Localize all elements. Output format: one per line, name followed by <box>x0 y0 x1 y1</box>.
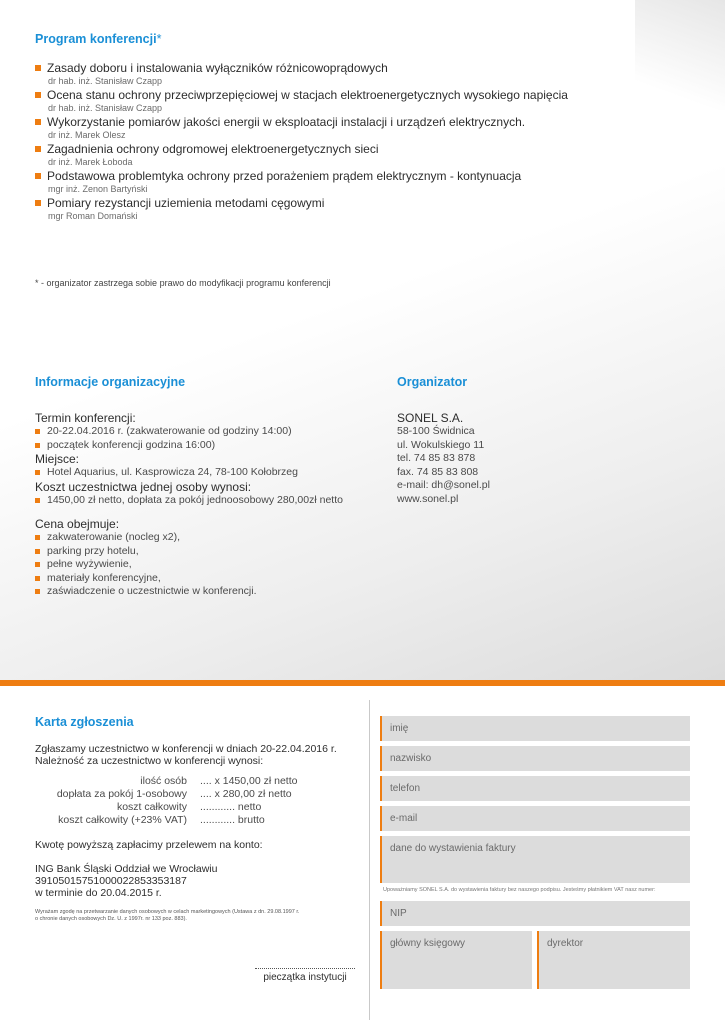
consent-text-2: o chronie danych osobowych Dz. U. z 1997r. nr 133 poz. 883). <box>35 916 187 922</box>
organizer-website: www.sonel.pl <box>397 492 459 505</box>
surname-field[interactable]: nazwisko <box>380 746 690 771</box>
form-divider <box>369 700 370 1020</box>
organizer-section <box>397 375 597 506</box>
bullet-icon <box>35 65 41 71</box>
program-item <box>35 169 695 195</box>
organizer-street: ul. Wokulskiego 11 <box>397 438 485 451</box>
stamp-area <box>255 968 355 983</box>
termin-label: Termin konferencji: <box>35 411 136 425</box>
name-field[interactable]: imię <box>380 716 690 741</box>
organizer-address: 58-100 Świdnica <box>397 425 475 437</box>
calc-row: koszt całkowity ............ netto <box>116 801 262 813</box>
bullet-icon <box>35 498 40 503</box>
program-item <box>35 142 695 168</box>
registration-title: Karta zgłoszenia <box>35 715 134 729</box>
bullet-icon <box>35 589 40 594</box>
organizer-title: Organizator <box>397 375 468 389</box>
program-item-title: Wykorzystanie pomiarów jakości energii w eksploatacji instalacji i urządzeń elektrycznych. <box>47 115 526 129</box>
program-item-title: Zasady doboru i instalowania wyłączników różnicowoprądowych <box>47 61 388 75</box>
program-item <box>35 88 695 114</box>
program-item-author: dr inż. Marek Olesz <box>48 130 126 140</box>
bullet-icon <box>35 443 40 448</box>
calc-row: dopłata za pokój 1-osobowy .... x 280,00 zł netto <box>56 788 292 800</box>
list-item: 20-22.04.2016 r. (zakwaterowanie od godziny 14:00) <box>35 425 375 439</box>
program-item <box>35 196 695 222</box>
bullet-icon <box>35 92 41 98</box>
bullet-icon <box>35 200 41 206</box>
program-section <box>35 32 695 223</box>
list-item: zaświadczenie o uczestnictwie w konferencji. <box>35 585 375 599</box>
list-item: parking przy hotelu, <box>35 545 375 559</box>
organizer-phone: tel. 74 85 83 878 <box>397 452 476 464</box>
bullet-icon <box>35 562 40 567</box>
program-item-title: Pomiary rezystancji uziemienia metodami cęgowymi <box>47 196 325 210</box>
cost-calculation <box>35 775 355 827</box>
registration-intro: Zgłaszamy uczestnictwo w konferencji w dniach 20-22.04.2016 r. <box>35 743 337 755</box>
list-item: Hotel Aquarius, ul. Kasprowicza 24, 78-100 Kołobrzeg <box>35 466 375 480</box>
list-item: początek konferencji godzina 16:00) <box>35 439 375 453</box>
vat-note: Upoważniamy SONEL S.A. do wystawienia faktury bez naszego podpisu. Jesteśmy płatnikiem VAT nasz numer: <box>383 887 656 893</box>
program-item-author: mgr inż. Zenon Bartyński <box>48 184 148 194</box>
bullet-icon <box>35 146 41 152</box>
calc-row: ilość osób .... x 1450,00 zł netto <box>140 775 298 787</box>
program-title: Program konferencji* <box>35 32 162 46</box>
list-item: pełne wyżywienie, <box>35 558 375 572</box>
bank-name: ING Bank Śląski Oddział we Wrocławiu <box>35 863 218 875</box>
program-note: * - organizator zastrzega sobie prawo do modyfikacji programu konferencji <box>35 278 331 288</box>
list-item: zakwaterowanie (nocleg x2), <box>35 531 375 545</box>
stamp-label: pieczątka instytucji <box>263 972 347 983</box>
info-section <box>35 375 375 599</box>
miejsce-label: Miejsce: <box>35 452 80 466</box>
bullet-icon <box>35 576 40 581</box>
email-field[interactable]: e-mail <box>380 806 690 831</box>
list-item: materiały konferencyjne, <box>35 572 375 586</box>
bullet-icon <box>35 535 40 540</box>
accountant-signature-field[interactable]: główny księgowy <box>380 931 532 989</box>
registration-section <box>35 715 355 923</box>
nip-field[interactable]: NIP <box>380 901 690 926</box>
organizer-name: SONEL S.A. <box>397 411 464 425</box>
program-list <box>35 61 695 222</box>
program-item-author: dr hab. inż. Stanisław Czapp <box>48 76 163 86</box>
program-item-title: Ocena stanu ochrony przeciwprzepięciowej w stacjach elektroenergetycznych wysokiego napięcia <box>47 88 568 102</box>
bullet-icon <box>35 470 40 475</box>
organizer-fax: fax. 74 85 83 808 <box>397 465 479 478</box>
info-title: Informacje organizacyjne <box>35 375 186 389</box>
program-item-author: dr inż. Marek Łoboda <box>48 157 133 167</box>
program-item-author: mgr Roman Domański <box>48 211 138 221</box>
program-item <box>35 115 695 141</box>
calc-row: koszt całkowity (+23% VAT) ............ brutto <box>58 814 265 826</box>
consent-text: Wyrażam zgodę na przetwarzanie danych osobowych w celach marketingowych (Ustawa z dn. 29.08.1997 r. <box>35 909 300 915</box>
bullet-icon <box>35 119 41 125</box>
invoice-data-field[interactable]: dane do wystawienia faktury <box>380 836 690 883</box>
bullet-icon <box>35 549 40 554</box>
program-item-title: Zagadnienia ochrony odgromowej elektroenergetycznych sieci <box>47 142 379 156</box>
program-item-author: dr hab. inż. Stanisław Czapp <box>48 103 163 113</box>
organizer-email: e-mail: dh@sonel.pl <box>397 479 490 491</box>
divider <box>0 680 725 686</box>
program-item-title: Podstawowa problemtyka ochrony przed porażeniem prądem elektrycznym - kontynuacja <box>47 169 522 183</box>
bullet-icon <box>35 173 41 179</box>
phone-field[interactable]: telefon <box>380 776 690 801</box>
director-signature-field[interactable]: dyrektor <box>537 931 690 989</box>
koszt-label: Koszt uczestnictwa jednej osoby wynosi: <box>35 479 252 494</box>
cena-label: Cena obejmuje: <box>35 517 120 531</box>
registration-intro-2: Należność za uczestnictwo w konferencji wynosi: <box>35 755 264 767</box>
stamp-line <box>255 968 355 969</box>
program-item <box>35 61 695 87</box>
list-item: 1450,00 zł netto, dopłata za pokój jednoosobowy 280,00zł netto <box>35 494 375 508</box>
bank-account: 39105015751000022853353187 <box>35 875 187 887</box>
payment-deadline: w terminie do 20.04.2015 r. <box>35 887 162 899</box>
transfer-info: Kwotę powyższą zapłacimy przelewem na konto: <box>35 839 263 851</box>
bullet-icon <box>35 429 40 434</box>
